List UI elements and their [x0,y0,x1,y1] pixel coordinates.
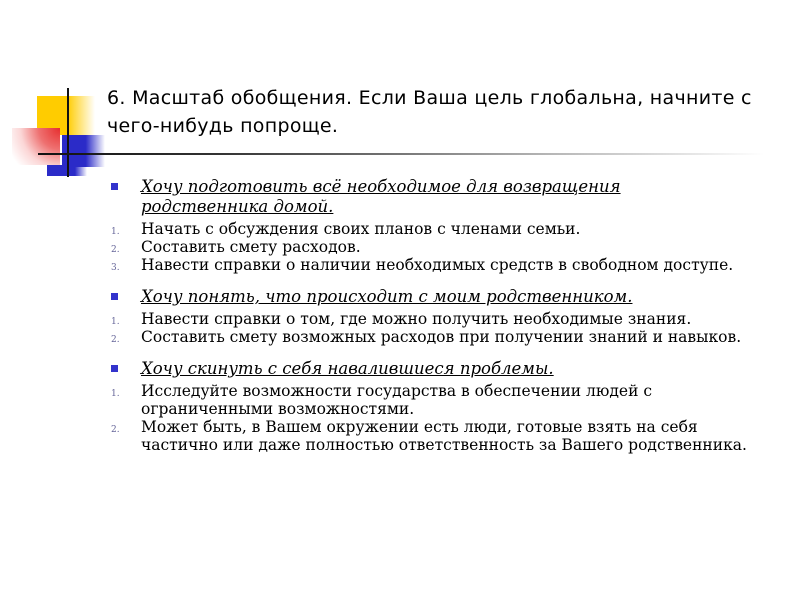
number-marker [111,310,141,328]
section-header: Хочу понять, что происходит с моим родственником. [141,287,633,306]
list-item [111,256,777,274]
item-number: 3. [111,263,120,273]
decor-red-gradient-square [12,128,60,165]
bullet-marker [111,359,141,372]
list-item-text: Может быть, в Вашем окружении есть люди, готовые взять на себя частично или даже полностью ответственность за Вашего родственника. [141,418,747,454]
goal-section-3 [111,359,777,454]
list-item-text: Навести справки о наличии необходимых средств в свободном доступе. [141,256,734,274]
bullet-marker [111,287,141,300]
number-marker [111,382,141,400]
bullet-square-icon [111,183,118,190]
item-number: 2. [111,335,120,345]
list-item-text: Исследуйте возможности государства в обеспечении людей с ограниченными возможностями. [141,382,653,418]
section-header-row [111,177,777,217]
number-marker [111,418,141,436]
section-header-row [111,359,777,379]
slide-body [111,177,777,467]
list-item [111,418,777,454]
bullet-square-icon [111,365,118,372]
section-header: Хочу скинуть с себя навалившиеся проблемы. [141,359,554,378]
item-number: 1. [111,317,120,327]
list-item-text: Составить смету расходов. [141,238,361,256]
number-marker [111,256,141,274]
list-item-text: Начать с обсуждения своих планов с членами семьи. [141,220,581,238]
goal-section-1 [111,177,777,274]
list-item-text: Составить смету возможных расходов при получении знаний и навыков. [141,328,742,346]
bullet-square-icon [111,293,118,300]
goal-section-2 [111,287,777,346]
bullet-marker [111,177,141,190]
item-number: 2. [111,245,120,255]
section-header: Хочу подготовить всё необходимое для возвращения родственника домой. [141,177,621,216]
number-marker [111,328,141,346]
number-marker [111,220,141,238]
item-number: 1. [111,227,120,237]
decor-vertical-line [67,88,69,177]
list-item [111,328,777,346]
list-item [111,382,777,418]
slide-title: 6. Масштаб обобщения. Если Ваша цель глобальна, начните с чего-нибудь попроще. [107,87,752,137]
list-item-text: Навести справки о том, где можно получить необходимые знания. [141,310,692,328]
item-number: 2. [111,425,120,435]
list-item [111,238,777,256]
list-item [111,220,777,238]
section-header-row [111,287,777,307]
item-number: 1. [111,389,120,399]
list-item [111,310,777,328]
decor-horizontal-rule [38,153,764,155]
number-marker [111,238,141,256]
